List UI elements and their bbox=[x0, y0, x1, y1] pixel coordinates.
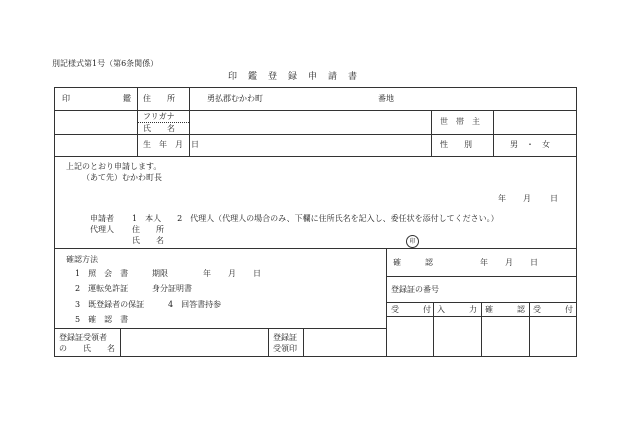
row-divider bbox=[54, 328, 386, 329]
method-item-2b: 身分証明書 bbox=[152, 284, 192, 293]
method-item-5: 5 確 認 書 bbox=[75, 315, 129, 324]
form-left-border bbox=[54, 87, 55, 357]
applicant-label: 申請者 bbox=[90, 214, 114, 223]
row-divider bbox=[54, 134, 577, 135]
addressee: （あて先）むかわ町長 bbox=[82, 173, 162, 182]
confirm-month: 月 bbox=[505, 258, 513, 267]
furigana-divider bbox=[137, 122, 189, 123]
sex-options: 男 ・ 女 bbox=[510, 140, 550, 149]
request-line: 上記のとおり申請します。 bbox=[66, 162, 162, 171]
method-item-1-month: 月 bbox=[228, 269, 236, 278]
column-divider bbox=[120, 328, 121, 356]
household-head-label: 世 帯 主 bbox=[440, 117, 480, 126]
sex-label: 性 別 bbox=[440, 140, 472, 149]
row-divider bbox=[386, 276, 577, 277]
method-item-1-deadline: 期限 bbox=[152, 269, 168, 278]
column-divider bbox=[268, 328, 269, 356]
method-item-1-day: 日 bbox=[253, 269, 261, 278]
form-number: 別記様式第1号（第6条関係） bbox=[52, 59, 159, 68]
confirm-day: 日 bbox=[530, 258, 538, 267]
birthdate-label: 生 年 月 日 bbox=[143, 140, 199, 149]
section3-top-border bbox=[54, 248, 577, 249]
reception-label: 受 付 bbox=[391, 305, 431, 314]
confirm-method-label: 確認方法 bbox=[66, 255, 98, 264]
column-divider bbox=[431, 110, 432, 156]
address-value: 勇払郡むかわ町 bbox=[207, 94, 263, 103]
proxy-name-label: 氏 名 bbox=[132, 236, 164, 245]
reception2-label: 受 付 bbox=[533, 305, 573, 314]
column-divider bbox=[137, 87, 138, 156]
cert-receiver-label-line1: 登録証受領者 bbox=[59, 333, 107, 342]
method-item-4: 4 回答書持参 bbox=[168, 300, 222, 309]
seal-label-left: 印 bbox=[62, 94, 70, 103]
form-title: 印 鑑 登 録 申 請 書 bbox=[228, 72, 359, 82]
date-day: 日 bbox=[550, 194, 558, 203]
proxy-address-label: 住 所 bbox=[132, 225, 164, 234]
section1-top-border bbox=[54, 87, 577, 88]
furigana-label: フリガナ bbox=[143, 112, 175, 121]
column-divider bbox=[433, 302, 434, 357]
column-divider bbox=[303, 328, 304, 356]
seal-label-right: 鑑 bbox=[123, 94, 131, 103]
column-divider bbox=[529, 302, 530, 357]
confirm-year: 年 bbox=[480, 258, 488, 267]
column-divider bbox=[493, 110, 494, 156]
proxy-label: 代理人 bbox=[90, 225, 114, 234]
date-year: 年 bbox=[498, 194, 506, 203]
method-item-2: 2 運転免許証 bbox=[75, 284, 129, 293]
address-label: 住 所 bbox=[143, 94, 175, 103]
confirm-label: 確 認 bbox=[393, 258, 433, 267]
confirm2-label: 確 認 bbox=[485, 305, 525, 314]
applicant-options: 1 本人 2 代理人（代理人の場合のみ、下欄に住所氏名を記入し、委任状を添付してください。） bbox=[132, 214, 499, 223]
seal-mark: 印 bbox=[406, 235, 419, 248]
method-item-3: 3 既登録者の保証 bbox=[75, 300, 145, 309]
cert-receipt-seal-label-line1: 登録証 bbox=[273, 333, 297, 342]
method-item-1: 1 照 会 書 bbox=[75, 269, 129, 278]
cert-number-label: 登録証の番号 bbox=[391, 285, 439, 294]
method-item-1-year: 年 bbox=[203, 269, 211, 278]
input-label: 入 力 bbox=[437, 305, 477, 314]
cert-receiver-label-line2: の 氏 名 bbox=[59, 344, 115, 353]
cert-receipt-seal-label-line2: 受領印 bbox=[273, 344, 297, 353]
row-divider bbox=[54, 110, 577, 111]
date-month: 月 bbox=[523, 194, 531, 203]
section1-bottom-border bbox=[54, 156, 577, 157]
column-divider bbox=[481, 302, 482, 357]
banchi-label: 番地 bbox=[378, 94, 394, 103]
form-bottom-border bbox=[54, 356, 577, 357]
name-label: 氏 名 bbox=[143, 124, 175, 133]
